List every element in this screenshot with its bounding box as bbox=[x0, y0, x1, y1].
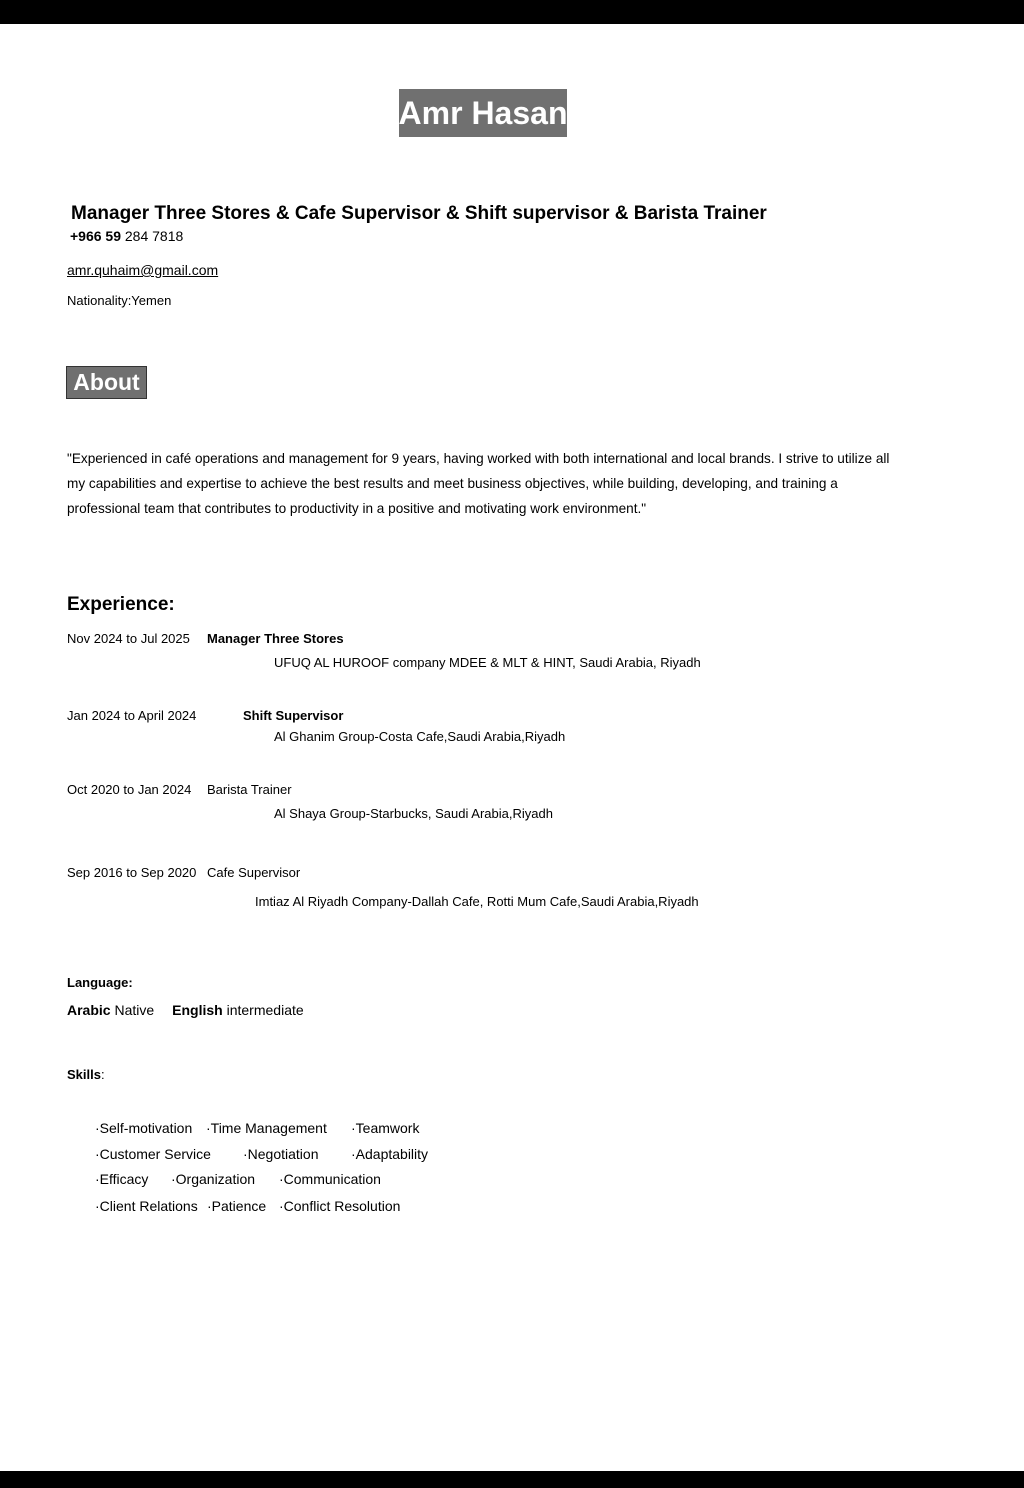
skill-item: ·Customer Service bbox=[95, 1146, 211, 1162]
skill-item: ·Client Relations bbox=[95, 1198, 198, 1214]
email-link[interactable]: amr.quhaim@gmail.com bbox=[67, 262, 219, 278]
experience-role: Manager Three Stores bbox=[207, 631, 344, 646]
skills-heading-colon: : bbox=[100, 1067, 105, 1082]
bottom-border bbox=[0, 1471, 1024, 1488]
skill-item: ·Conflict Resolution bbox=[279, 1198, 401, 1214]
experience-heading: Experience: bbox=[67, 594, 175, 615]
skill-item: ·Teamwork bbox=[351, 1120, 420, 1136]
language-heading: Language: bbox=[67, 975, 133, 990]
skill-item: ·Time Management bbox=[206, 1120, 327, 1136]
phone-prefix: +966 59 bbox=[70, 228, 121, 244]
experience-dates: Sep 2016 to Sep 2020 bbox=[67, 865, 197, 880]
skill-item: ·Adaptability bbox=[351, 1146, 429, 1162]
experience-company: UFUQ AL HUROOF company MDEE & MLT & HINT, Saudi Arabia, Riyadh bbox=[274, 655, 701, 670]
skill-item: ·Communication bbox=[279, 1171, 381, 1187]
language-list bbox=[67, 1002, 304, 1018]
skill-item: ·Efficacy bbox=[95, 1171, 149, 1187]
about-heading: About bbox=[66, 366, 147, 399]
nationality: Nationality:Yemen bbox=[67, 293, 172, 308]
phone-number bbox=[70, 228, 183, 244]
experience-company: Al Ghanim Group-Costa Cafe,Saudi Arabia,Riyadh bbox=[274, 729, 566, 744]
experience-dates: Nov 2024 to Jul 2025 bbox=[67, 631, 190, 646]
language-level: Native bbox=[114, 1002, 155, 1018]
experience-role: Shift Supervisor bbox=[243, 708, 344, 723]
skill-item: ·Self-motivation bbox=[95, 1120, 193, 1136]
language-level: intermediate bbox=[226, 1002, 304, 1018]
language-name: Arabic bbox=[67, 1002, 111, 1018]
skills-heading-label: Skills bbox=[67, 1067, 101, 1082]
skill-item: ·Negotiation bbox=[243, 1146, 319, 1162]
about-text: "Experienced in café operations and management for 9 years, having worked with both international and local brands. I strive to utilize all my capabilities and expertise to achieve the best results and meet business objectives, while building, developing, and training a professional team that contributes to productivity in a positive and motivating work environment." bbox=[67, 451, 890, 516]
skill-item: ·Organization bbox=[171, 1171, 256, 1187]
skills-heading bbox=[67, 1067, 105, 1082]
experience-role: Cafe Supervisor bbox=[207, 865, 301, 880]
experience-role: Barista Trainer bbox=[207, 782, 292, 797]
headline: Manager Three Stores & Cafe Supervisor & Shift supervisor & Barista Trainer bbox=[71, 203, 767, 224]
experience-dates: Jan 2024 to April 2024 bbox=[67, 708, 197, 723]
experience-dates: Oct 2020 to Jan 2024 bbox=[67, 782, 192, 797]
phone-rest: 284 7818 bbox=[121, 228, 184, 244]
top-border bbox=[0, 0, 1024, 24]
skill-item: ·Patience bbox=[207, 1198, 267, 1214]
experience-company: Imtiaz Al Riyadh Company-Dallah Cafe, Rotti Mum Cafe,Saudi Arabia,Riyadh bbox=[255, 894, 699, 909]
experience-company: Al Shaya Group-Starbucks, Saudi Arabia,Riyadh bbox=[274, 806, 553, 821]
candidate-name: Amr Hasan bbox=[399, 89, 567, 137]
language-name: English bbox=[172, 1002, 223, 1018]
